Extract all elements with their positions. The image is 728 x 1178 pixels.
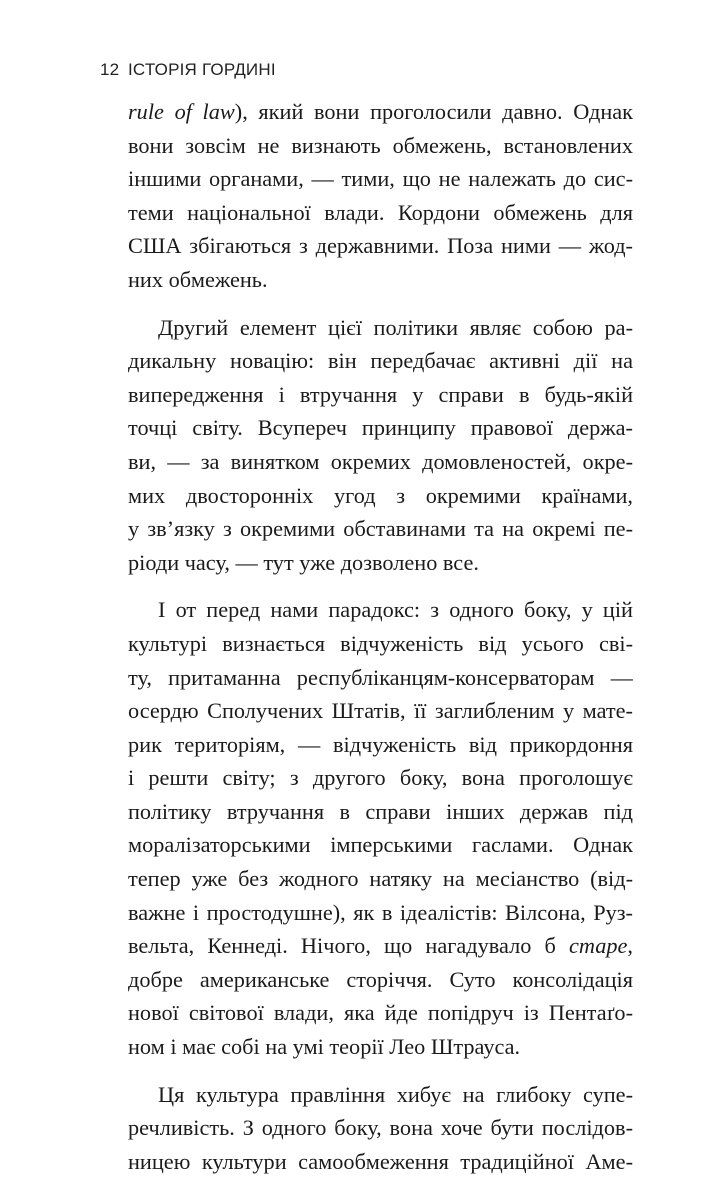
line-text: випередження і втручання у справи в будь-якій <box>128 381 633 407</box>
text-line <box>128 795 633 829</box>
text-line <box>128 229 633 263</box>
text-line <box>128 627 633 661</box>
line-text: нової світової влади, яка йде попідруч із Пентаґо- <box>128 1000 633 1026</box>
text-line <box>128 196 633 230</box>
line-text: ном і має собі на умі теорії Лео Штрауса. <box>128 1034 521 1060</box>
line-text: добре американське сторіччя. Суто консолідація <box>128 966 633 992</box>
line-text: теми національної влади. Кордони обмежень для <box>128 199 633 225</box>
text-line <box>128 694 633 728</box>
text-line <box>128 1078 633 1112</box>
line-text: у зв’язку з окремими обставинами та на окремі пе- <box>128 516 633 542</box>
line-text: тепер уже без жодного натяку на месіанство (від- <box>128 866 633 892</box>
line-text: ), який вони проголосили давно. Однак <box>234 99 633 124</box>
text-line <box>128 862 633 896</box>
line-text: культурі визнається відчуженість від усього сві- <box>128 630 633 656</box>
paragraph <box>128 311 633 580</box>
line-text: політику втручання в справи інших держав під <box>128 798 633 824</box>
line-tail: , <box>627 933 633 959</box>
line-text: моралізаторськими імперськими гаслами. Однак <box>128 832 633 858</box>
text-line <box>128 95 633 129</box>
body-text <box>128 95 633 1178</box>
line-text: іншими органами, — тими, що не належать до сис- <box>128 166 633 192</box>
text-line <box>128 546 633 580</box>
running-title: ІСТОРІЯ ГОРДИНІ <box>128 60 276 79</box>
text-line <box>128 728 633 762</box>
text-line <box>128 1145 633 1178</box>
text-line <box>128 162 633 196</box>
italic-term: старе <box>568 933 628 959</box>
paragraph-gap <box>128 1064 633 1078</box>
text-line <box>128 344 633 378</box>
line-text: точці світу. Всупереч принципу правової держа- <box>128 415 633 441</box>
text-line <box>128 996 633 1030</box>
text-line <box>128 1111 633 1145</box>
paragraph-gap <box>128 297 633 311</box>
line-text: осердю Сполучених Штатів, її заглибленим у мате- <box>128 698 633 724</box>
paragraph-gap <box>128 579 633 593</box>
text-line <box>128 411 633 445</box>
text-line <box>128 761 633 795</box>
line-text: дикальну новацію: він передбачає активні дії на <box>128 348 633 374</box>
text-line <box>128 896 633 930</box>
line-text: ту, притаманна республіканцям-консерваторам — <box>128 664 633 690</box>
line-text: Ця культура правління хибує на глибоку супе- <box>158 1081 633 1107</box>
text-line <box>128 828 633 862</box>
paragraph <box>128 95 633 297</box>
text-line <box>128 445 633 479</box>
line-text: ріоди часу, — тут уже дозволено все. <box>128 549 479 575</box>
line-text: мих двосторонніх угод з окремими країнами, <box>128 482 633 508</box>
line-text: і решти світу; з другого боку, вона проголошує <box>128 765 633 791</box>
text-line <box>128 929 633 963</box>
text-line <box>128 1030 633 1064</box>
paragraph <box>128 593 633 1063</box>
line-text: рик територіям, — відчуженість від прикордоння <box>128 731 633 757</box>
text-line <box>128 963 633 997</box>
line-text: речливість. З одного боку, вона хоче бути послідов- <box>128 1115 633 1141</box>
line-text: І от перед нами парадокс: з одного боку, у цій <box>158 597 633 623</box>
running-header <box>100 60 276 80</box>
line-text: ви, — за винятком окремих домовленостей, окре- <box>128 448 633 474</box>
line-text: Другий елемент цієї політики являє собою ра- <box>158 314 633 340</box>
line-text: США збігаються з державними. Поза ними — жод- <box>128 233 633 259</box>
line-text: них обмежень. <box>128 266 268 292</box>
text-line <box>128 129 633 163</box>
text-line <box>128 479 633 513</box>
line-text: вельта, Кеннеді. Нічого, що нагадувало б <box>128 933 569 959</box>
page-number: 12 <box>100 60 120 79</box>
text-line <box>128 311 633 345</box>
text-line <box>128 512 633 546</box>
text-line <box>128 593 633 627</box>
line-text: важне і простодушне), як в ідеалістів: Вілсона, Руз- <box>128 899 633 925</box>
italic-term: rule of law <box>128 99 235 124</box>
text-line <box>128 263 633 297</box>
line-text: ницею культури самообмеження традиційної Аме- <box>128 1148 633 1174</box>
text-line <box>128 661 633 695</box>
paragraph <box>128 1078 633 1178</box>
text-line <box>128 378 633 412</box>
line-text: вони зовсім не визнають обмежень, встановлених <box>128 132 633 158</box>
